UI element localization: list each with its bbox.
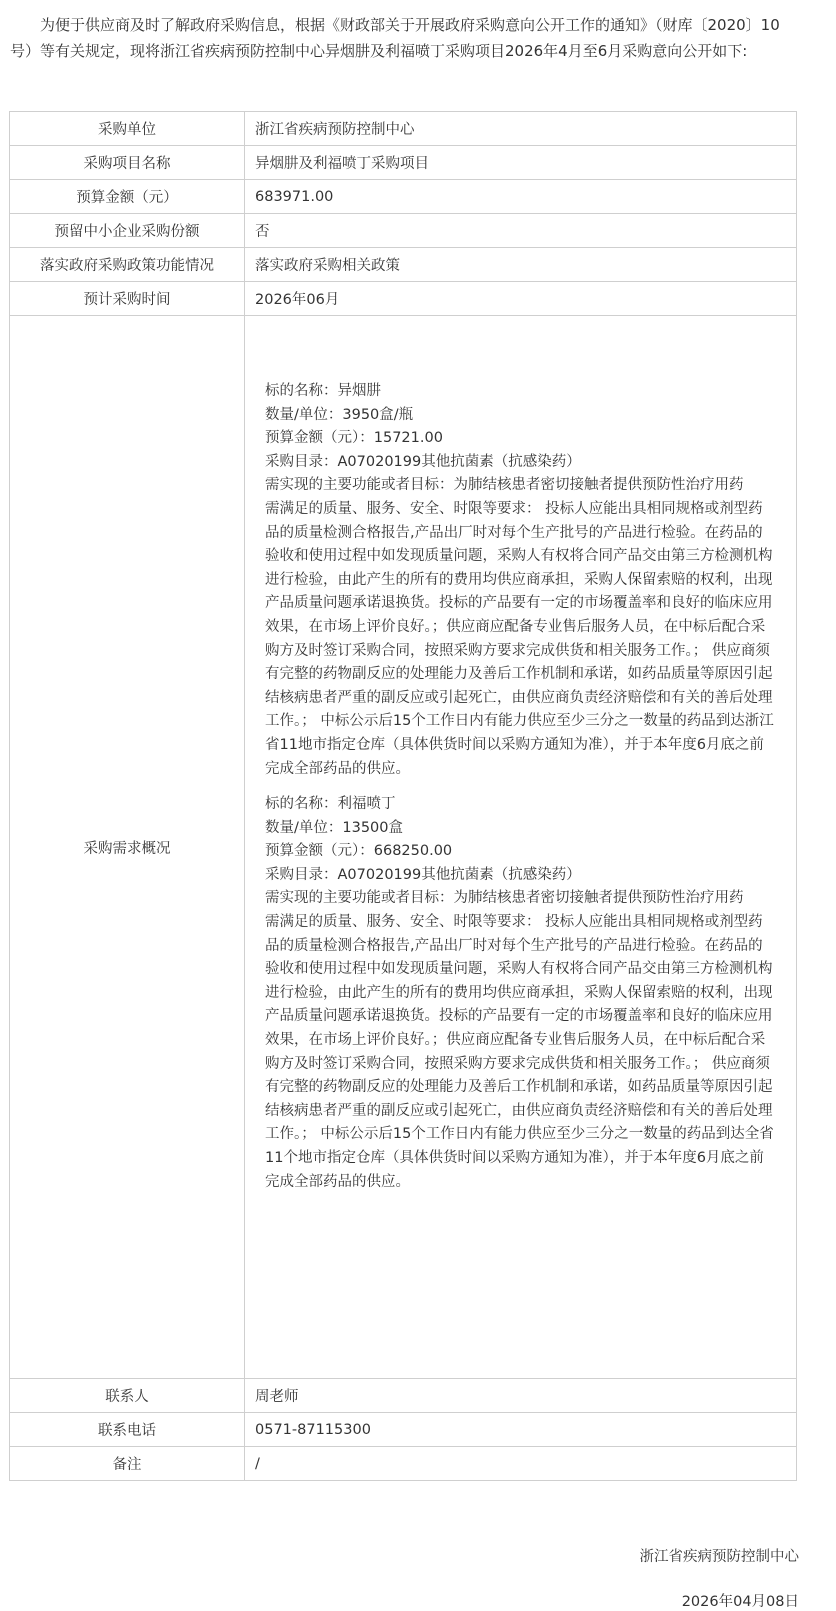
- row-value: 浙江省疾病预防控制中心: [245, 112, 797, 146]
- table-row: [10, 1413, 797, 1447]
- procurement-info-table: [9, 111, 797, 1481]
- row-value: 0571-87115300: [245, 1413, 797, 1447]
- intro-paragraph: 为便于供应商及时了解政府采购信息，根据《财政部关于开展政府采购意向公开工作的通知》（财库〔2020〕10号）等有关规定，现将浙江省疾病预防控制中心异烟肼及利福喷丁采购项目2026年4月至6月采购意向公开如下:: [10, 16, 780, 60]
- table-row: [10, 1379, 797, 1413]
- row-label: 预算金额（元）: [10, 180, 245, 214]
- row-label: 预计采购时间: [10, 282, 245, 316]
- row-label: 备注: [10, 1447, 245, 1481]
- table-row: [10, 248, 797, 282]
- row-label: 采购需求概况: [10, 316, 245, 1379]
- item-catalog: 采购目录：A07020199其他抗菌素（抗感染药）: [265, 866, 581, 883]
- demand-cell: [245, 316, 797, 1379]
- table-row: [10, 146, 797, 180]
- item-quantity: 数量/单位：13500盒: [265, 819, 404, 836]
- item-quantity: 数量/单位：3950盒/瓶: [265, 406, 414, 423]
- footer-organization: 浙江省疾病预防控制中心: [639, 1549, 799, 1565]
- row-value: 683971.00: [245, 180, 797, 214]
- row-label: 联系电话: [10, 1413, 245, 1447]
- item-requirements: 需满足的质量、服务、安全、时限等要求： 投标人应能出具相同规格或剂型药品的质量检测合格报告,产品出厂时对每个生产批号的产品进行检验。在药品的验收和使用过程中如发现质量问题，采购人有权将合同产品交由第三方检测机构进行检验，由此产生的所有的费用均供应商承担，采购人保留索赔的权利，出现产品质量问题承诺退换货。投标的产品要有一定的市场覆盖率和良好的临床应用效果，在市场上评价良好。；供应商应配备专业售后服务人员，在中标后配合采购方及时签订采购合同，按照采购方要求完成供货和相关服务工作。； 供应商须有完整的药物副反应的处理能力及善后工作机制和承诺，如药品质量等原因引起结核病患者严重的副反应或引起死亡，由供应商负责经济赔偿和有关的善后处理工作。； 中标公示后15个工作日内有能力供应至少三分之一数量的药品到达浙江省11地市指定仓库（具体供货时间以采购方通知为准），并于本年度6月底之前完成全部药品的供应。: [265, 500, 774, 777]
- row-label: 采购项目名称: [10, 146, 245, 180]
- table-row: [10, 1447, 797, 1481]
- item-name: 标的名称：异烟肼: [265, 383, 381, 399]
- item-name: 标的名称：利福喷丁: [265, 796, 396, 813]
- demand-item: [265, 380, 774, 781]
- demand-item: [265, 793, 774, 1194]
- table-row: [10, 282, 797, 316]
- row-value: /: [245, 1447, 797, 1481]
- demand-row: [10, 316, 797, 1379]
- item-requirements: 需满足的质量、服务、安全、时限等要求： 投标人应能出具相同规格或剂型药品的质量检测合格报告,产品出厂时对每个生产批号的产品进行检验。在药品的验收和使用过程中如发现质量问题，采购人有权将合同产品交由第三方检测机构进行检验，由此产生的所有的费用均供应商承担，采购人保留索赔的权利，出现产品质量问题承诺退换货。投标的产品要有一定的市场覆盖率和良好的临床应用效果，在市场上评价良好。；供应商应配备专业售后服务人员，在中标后配合采购方及时签订采购合同，按照采购方要求完成供货和相关服务工作。； 供应商须有完整的药物副反应的处理能力及善后工作机制和承诺，如药品质量等原因引起结核病患者严重的副反应或引起死亡，由供应商负责经济赔偿和有关的善后处理工作。； 中标公示后15个工作日内有能力供应至少三分之一数量的药品到达全省11个地市指定仓库（具体供货时间以采购方通知为准），并于本年度6月底之前完成全部药品的供应。: [265, 914, 774, 1190]
- row-value: 2026年06月: [245, 282, 797, 316]
- item-budget: 预算金额（元）：15721.00: [265, 430, 443, 447]
- table-row: [10, 214, 797, 248]
- table-row: [10, 112, 797, 146]
- row-label: 采购单位: [10, 112, 245, 146]
- item-budget: 预算金额（元）：668250.00: [265, 843, 453, 860]
- row-label: 落实政府采购政策功能情况: [10, 248, 245, 282]
- row-value: 异烟肼及利福喷丁采购项目: [245, 146, 797, 180]
- item-goal: 需实现的主要功能或者目标：为肺结核患者密切接触者提供预防性治疗用药: [265, 890, 744, 907]
- row-value: 落实政府采购相关政策: [245, 248, 797, 282]
- footer-date: 2026年04月08日: [681, 1594, 799, 1610]
- table-row: [10, 180, 797, 214]
- row-value: 周老师: [245, 1379, 797, 1413]
- row-label: 联系人: [10, 1379, 245, 1413]
- row-label: 预留中小企业采购份额: [10, 214, 245, 248]
- item-catalog: 采购目录：A07020199其他抗菌素（抗感染药）: [265, 453, 581, 470]
- row-value: 否: [245, 214, 797, 248]
- item-goal: 需实现的主要功能或者目标：为肺结核患者密切接触者提供预防性治疗用药: [265, 477, 744, 494]
